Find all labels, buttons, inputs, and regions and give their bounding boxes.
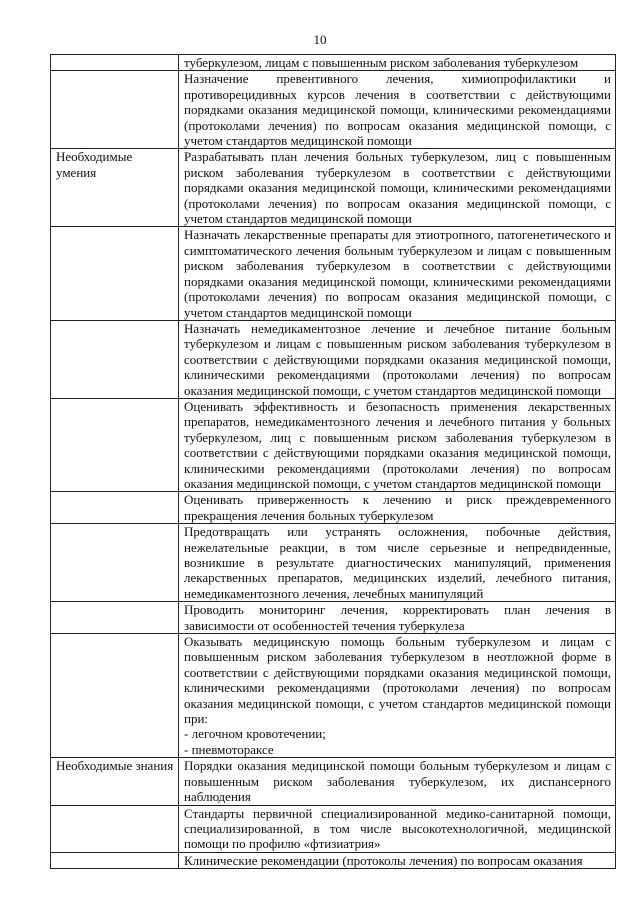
row-text: Оценивать приверженность к лечению и риск преждевременного прекращения лечения больных туберкулезом — [179, 492, 616, 524]
table-row — [51, 398, 616, 491]
table-row — [51, 227, 616, 320]
row-label — [51, 524, 179, 602]
row-label — [51, 492, 179, 524]
table-row — [51, 55, 616, 71]
row-text: Клинические рекомендации (протоколы лечения) по вопросам оказания — [179, 852, 616, 868]
table-row — [51, 758, 616, 805]
table-row — [51, 320, 616, 398]
row-text: Разрабатывать план лечения больных туберкулезом, лиц с повышенным риском заболевания туберкулезом в соответствии с действующими порядками оказания медицинской помощи, клиническими рекомендациями (протоколами лечения) по вопросам оказания медицинской помощи, с учетом стандартов медицинской помощи — [179, 149, 616, 227]
table-row — [51, 149, 616, 227]
row-label — [51, 602, 179, 634]
row-text: Порядки оказания медицинской помощи больным туберкулезом и лицам с повышенным риском заболевания туберкулезом, их диспансерного наблюдения — [179, 758, 616, 805]
section-label-skills: Необходимые умения — [51, 149, 179, 227]
table-row — [51, 852, 616, 868]
list-item: - легочном кровотечении; — [184, 726, 326, 742]
row-label — [51, 398, 179, 491]
row-text: Назначать немедикаментозное лечение и лечебное питание больным туберкулезом и лицам с повышенным риском заболевания туберкулезом в соответствии с действующими порядками оказания медицинской помощи, клиническими рекомендациями (протоколами лечения) по вопросам оказания медицинской помощи, с учетом стандартов медицинской помощи — [179, 320, 616, 398]
table-row — [51, 492, 616, 524]
row-text: Оказывать медицинскую помощь больным туберкулезом и лицам с повышенным риском заболевания туберкулезом в неотложной форме в соответствии с действующими порядками оказания медицинской помощи, клиническими рекомендациями (протоколами лечения) по вопросам оказания медицинской помощи, с учетом стандартов медицинской помощи при: — [184, 634, 611, 727]
row-label — [51, 634, 179, 758]
requirements-table — [50, 54, 616, 869]
row-label — [51, 852, 179, 868]
table-row — [51, 602, 616, 634]
table-row — [51, 805, 616, 852]
table-row — [51, 634, 616, 758]
list-item: - пневмотораксе — [184, 741, 274, 757]
row-label — [51, 320, 179, 398]
row-text: Назначать лекарственные препараты для этиотропного, патогенетического и симптоматического лечения больным туберкулезом и лицам с повышенным риском заболевания туберкулезом в соответствии с действующими порядками оказания медицинской помощи, клиническими рекомендациями (протоколами лечения) по вопросам оказания медицинской помощи, с учетом стандартов медицинской помощи — [179, 227, 616, 320]
section-label-knowledge: Необходимые знания — [51, 758, 179, 805]
row-text-with-list — [179, 634, 616, 758]
row-label — [51, 227, 179, 320]
row-text: туберкулезом, лицам с повышенным риском заболевания туберкулезом — [179, 55, 616, 71]
row-text: Оценивать эффективность и безопасность применения лекарственных препаратов, немедикаментозного лечения и лечебного питания у больных туберкулезом, лиц с повышенным риском заболевания туберкулезом в соответствии с действующими порядками оказания медицинской помощи, клиническими рекомендациями (протоколами лечения) по вопросам оказания медицинской помощи, с учетом стандартов медицинской помощи — [179, 398, 616, 491]
row-text: Назначение превентивного лечения, химиопрофилактики и противорецидивных курсов лечения в соответствии с действующими порядками оказания медицинской помощи, клиническими рекомендациями (протоколами лечения) по вопросам оказания медицинской помощи, с учетом стандартов медицинской помощи — [179, 71, 616, 149]
table-row — [51, 71, 616, 149]
row-text: Проводить мониторинг лечения, корректировать план лечения в зависимости от особенностей течения туберкулеза — [179, 602, 616, 634]
row-text: Предотвращать или устранять осложнения, побочные действия, нежелательные реакции, в том числе серьезные и непредвиденные, возникшие в результате диагностических манипуляций, применения лекарственных препаратов, медицинских изделий, лечебного питания, немедикаментозного лечения, лечебных манипуляций — [179, 524, 616, 602]
row-label — [51, 71, 179, 149]
row-label — [51, 55, 179, 71]
page-number: 10 — [313, 32, 327, 47]
row-label — [51, 805, 179, 852]
table-row — [51, 524, 616, 602]
row-text: Стандарты первичной специализированной медико-санитарной помощи, специализированной, в том числе высокотехнологичной, медицинской помощи по профилю «фтизиатрия» — [179, 805, 616, 852]
